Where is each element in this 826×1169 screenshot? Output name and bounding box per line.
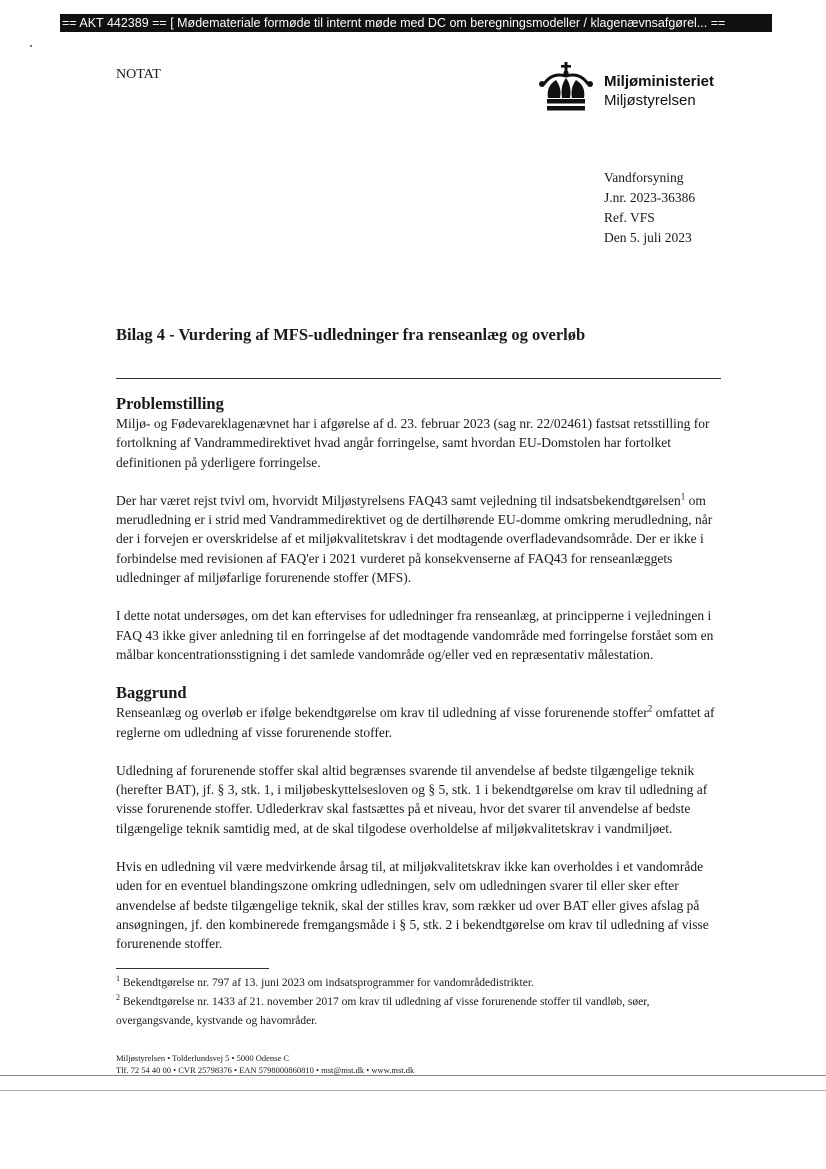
- paragraph: Renseanlæg og overløb er ifølge bekendtgørelse om krav til udledning af visse forurenende stoffer$^2$ omfattet af reglerne om udledning af visse forurenende stoffer.: [116, 703, 715, 740]
- scan-artifact-dot: [30, 45, 32, 47]
- document-body: [116, 394, 724, 954]
- paragraph: Der har været rejst tvivl om, hvorvidt Miljøstyrelsens FAQ43 samt vejledning til indsatsbekendtgørelsen$^1$ om merudledning er i strid med Vandrammedirektivet og de dertilhørende EU-domme omkring merudledning, når der i forvejen er overskridelse af et miljøkvalitetskrav i det modtagende overfladevandsområde. Der er ikke i forbindelse med revisionen af FAQ'er i 2021 vurderet på konsekvenserne af FAQ43 for renseanlæggets udledninger af miljøfarlige forurenende stoffer (MFS).: [116, 491, 713, 586]
- paragraph: I dette notat undersøges, om det kan eftervises for udledninger fra renseanlæg, at principperne i vejledningen i FAQ 43 ikke giver anledning til en forringelse af det modtagende vandområde med forringelse forstået som en målbar koncentrationsstigning i det samlede vandområde og/eller ved en repræsentativ målestation.: [116, 608, 714, 662]
- ministry-name: Miljøministeriet: [604, 73, 715, 90]
- footnote-ref: 2: [647, 703, 653, 714]
- document-meta: [604, 168, 695, 248]
- meta-journal-number: J.nr. 2023-36386: [604, 190, 696, 205]
- meta-reference: Ref. VFS: [604, 210, 655, 225]
- footnote-ref: 1: [680, 491, 686, 502]
- page-footer: [116, 1052, 716, 1076]
- agency-name: Miljøstyrelsen: [604, 92, 696, 109]
- footnote-divider: [116, 968, 269, 969]
- paragraph: Udledning af forurenende stoffer skal altid begrænses svarende til anvendelse af bedste tilgængelige teknik (herefter BAT), jf. § 3, stk. 1, i miljøbeskyttelsesloven og § 5, stk. 1 i bekendtgørelse om krav til udledning af visse forurenende stoffer. Udlederkrav skal fastsættes på et niveau, hvor det svarer til anvendelse af bedste tilgængelige teknik samtidig med, at de skal tilgodese overholdelse af miljøkvalitetskrav i vandmiljøet.: [116, 762, 708, 836]
- title-divider: [116, 378, 721, 379]
- section-heading-background: Baggrund: [116, 683, 187, 703]
- document-title: Bilag 4 - Vurdering af MFS-udledninger fra renseanlæg og overløb: [116, 325, 586, 344]
- crown-icon: [538, 62, 594, 112]
- meta-date: Den 5. juli 2023: [604, 230, 692, 245]
- footer-contact: Tlf. 72 54 40 00 • CVR 25798376 • EAN 5798000860810 • mst@mst.dk • www.mst.dk: [116, 1065, 415, 1075]
- footnote-item: $^2$ Bekendtgørelse nr. 1433 af 21. november 2017 om krav til udledning af visse forurenende stoffer til vandløb, søer, overgangsvande, kystvande og havområder.: [116, 993, 650, 1027]
- footer-address: Miljøstyrelsen • Tolderlundsvej 5 • 5000 Odense C: [116, 1053, 290, 1063]
- scan-artifact-line: [0, 1090, 826, 1091]
- meta-unit: Vandforsyning: [604, 170, 684, 185]
- section-heading-problem: Problemstilling: [116, 394, 224, 413]
- document-id-banner: == AKT 442389 == [ Mødemateriale formøde til internt møde med DC om beregningsmodeller / klagenævnsafgørel... ==: [60, 14, 772, 32]
- scan-artifact-line: [0, 1075, 826, 1076]
- paragraph: Hvis en udledning vil være medvirkende årsag til, at miljøkvalitetskrav ikke kan overholdes i et vandområde uden for en eventuel blandingszone omkring udledningen, selv om udledningen svarer til eller sker efter anvendelse af bedste tilgængelige teknik, skal der stilles krav, som rækker ud over BAT eller gives afslag på ansøgningen, jf. den kombinerede fremgangsmåde i § 5, stk. 2 i bekendtgørelse om krav til udledning af visse forurenende stoffer.: [116, 859, 709, 952]
- footnote-item: $^1$ Bekendtgørelse nr. 797 af 13. juni 2023 om indsatsprogrammer for vandområdedistrikter.: [116, 974, 534, 989]
- ministry-logo: [538, 62, 738, 112]
- paragraph: Miljø- og Fødevareklagenævnet har i afgørelse af d. 23. februar 2023 (sag nr. 22/02461) fastsat retsstilling for fortolkning af Vandrammedirektivet hvad angår forringelse, samt hvordan EU-Domstolen har fortolket definitionen på yderligere forringelse.: [116, 416, 710, 470]
- footnotes: [116, 974, 716, 1031]
- document-type-label: NOTAT: [116, 67, 161, 82]
